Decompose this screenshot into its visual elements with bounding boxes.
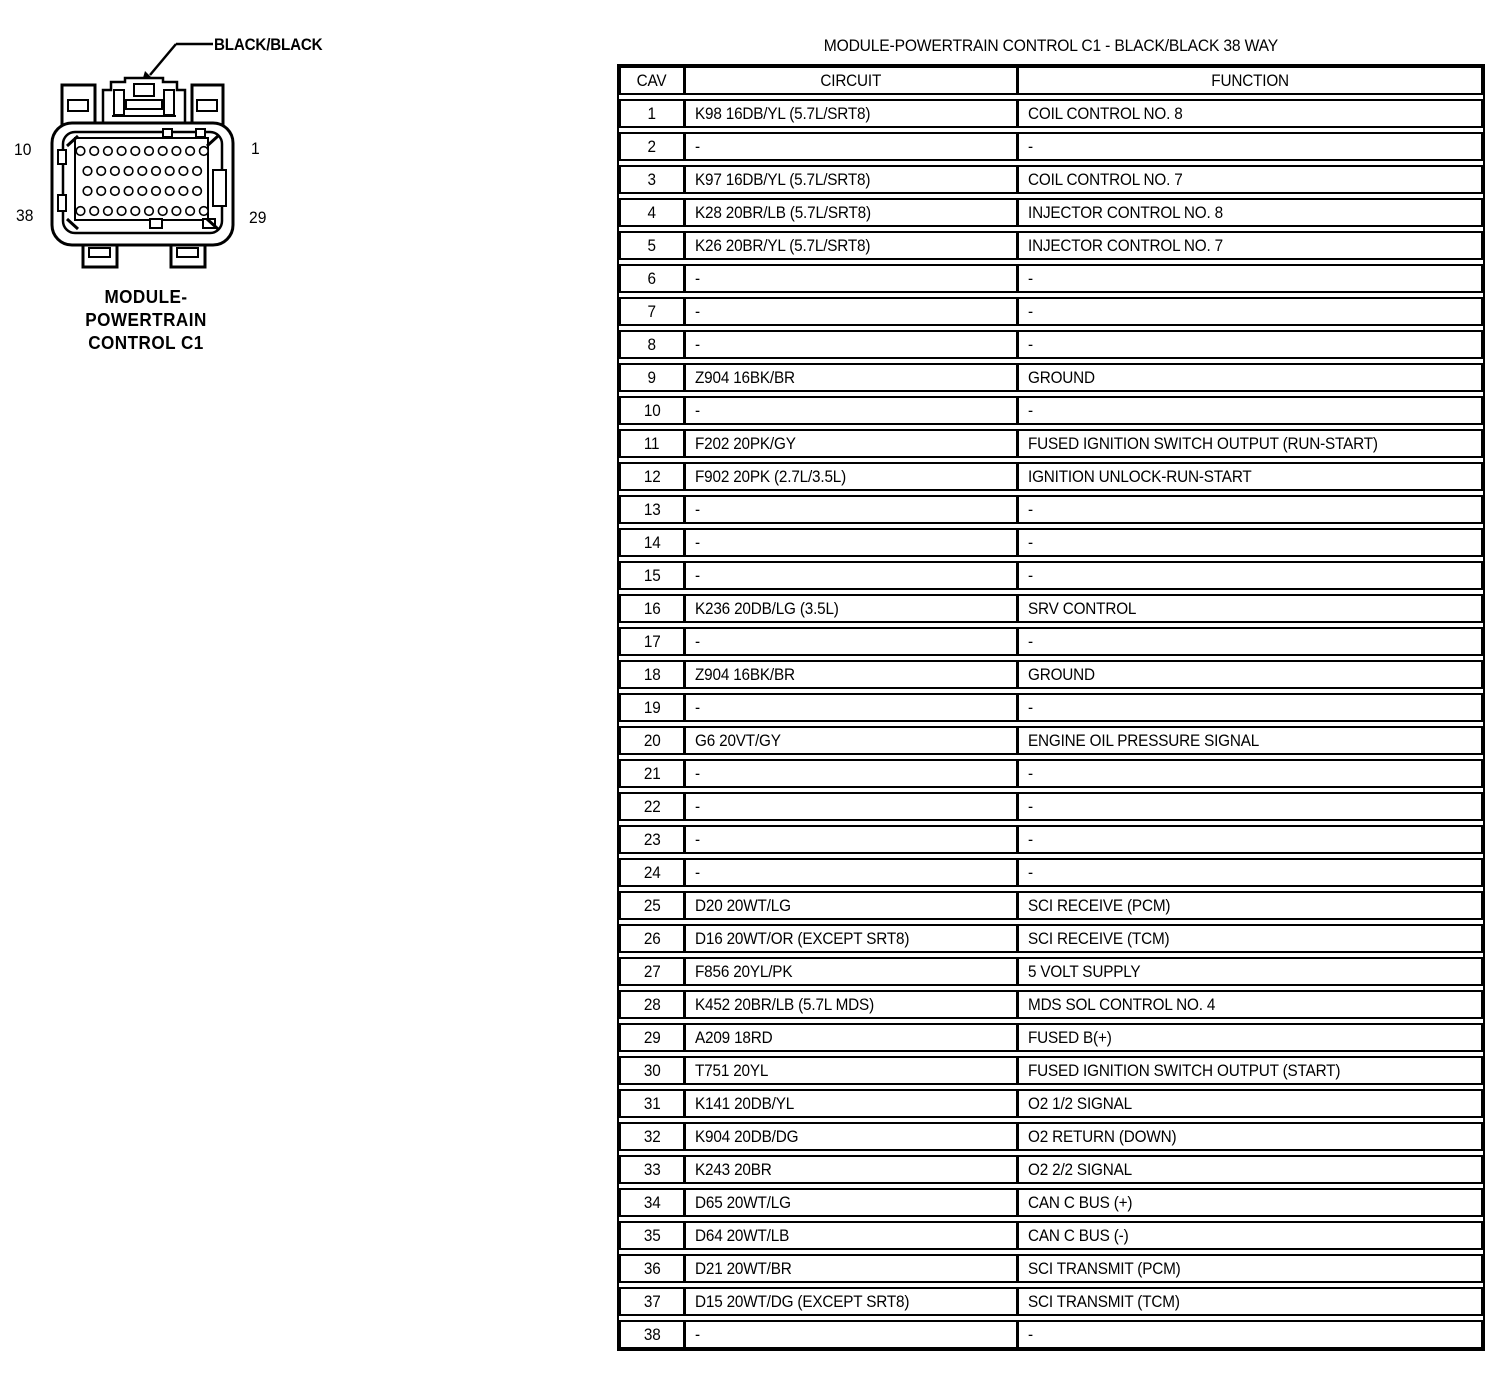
pin-hole (186, 207, 195, 216)
circuit-cell: - (683, 563, 1016, 588)
circuit-cell: K243 20BR (683, 1157, 1016, 1182)
connector-caption (45, 286, 246, 355)
header-circuit: CIRCUIT (683, 68, 1016, 93)
table-title (617, 35, 1485, 56)
pin-hole (76, 147, 85, 156)
circuit-cell: - (683, 629, 1016, 654)
caption-line-3: CONTROL C1 (88, 333, 204, 353)
function-cell: CAN C BUS (+) (1016, 1190, 1481, 1215)
cav-cell: 21 (643, 763, 661, 783)
cav-cell: 17 (643, 631, 661, 651)
table-row (619, 528, 1483, 557)
pin-hole (124, 187, 133, 196)
cav-cell: 33 (643, 1159, 661, 1179)
function-cell: - (1016, 1322, 1481, 1347)
function-cell: SRV CONTROL (1016, 596, 1481, 621)
circuit-cell: K904 20DB/DG (683, 1124, 1016, 1149)
table-row (619, 1254, 1483, 1283)
pin-number-bottom-left: 38 (16, 206, 34, 225)
function-cell: FUSED IGNITION SWITCH OUTPUT (RUN-START) (1016, 431, 1481, 456)
pin-hole (124, 167, 133, 176)
circuit-cell: F856 20YL/PK (683, 959, 1016, 984)
circuit-cell: D64 20WT/LB (683, 1223, 1016, 1248)
function-cell: - (1016, 398, 1481, 423)
cav-cell: 15 (643, 565, 661, 585)
cav-cell: 8 (647, 334, 657, 354)
function-cell: - (1016, 827, 1481, 852)
table-row (619, 660, 1483, 689)
table-row (619, 132, 1483, 161)
circuit-cell: Z904 16BK/BR (683, 365, 1016, 390)
cav-cell: 34 (643, 1192, 661, 1212)
circuit-cell: - (683, 134, 1016, 159)
pin-hole (97, 167, 106, 176)
pin-hole (111, 167, 120, 176)
caption-line-2: POWERTRAIN (85, 310, 207, 330)
pin-hole (131, 147, 140, 156)
cav-cell: 4 (647, 202, 657, 222)
function-cell: COIL CONTROL NO. 8 (1016, 101, 1481, 126)
pin-hole (165, 187, 174, 196)
pin-hole (90, 207, 99, 216)
cav-cell: 14 (643, 532, 661, 552)
function-cell: - (1016, 332, 1481, 357)
table-row (619, 1320, 1483, 1349)
pin-hole (158, 147, 167, 156)
table-row (619, 198, 1483, 227)
cav-cell: 23 (643, 829, 661, 849)
cav-cell: 32 (643, 1126, 661, 1146)
circuit-cell: - (683, 398, 1016, 423)
circuit-cell: Z904 16BK/BR (683, 662, 1016, 687)
circuit-cell: - (683, 761, 1016, 786)
circuit-cell: K26 20BR/YL (5.7L/SRT8) (683, 233, 1016, 258)
cav-cell: 13 (643, 499, 661, 519)
table-row (619, 957, 1483, 986)
pin-hole (76, 207, 85, 216)
function-cell: COIL CONTROL NO. 7 (1016, 167, 1481, 192)
circuit-cell: - (683, 860, 1016, 885)
cav-cell: 6 (647, 268, 657, 288)
circuit-cell: K236 20DB/LG (3.5L) (683, 596, 1016, 621)
pin-hole (179, 187, 188, 196)
function-cell: O2 RETURN (DOWN) (1016, 1124, 1481, 1149)
function-cell: O2 2/2 SIGNAL (1016, 1157, 1481, 1182)
table-row (619, 99, 1483, 128)
pin-hole (152, 187, 161, 196)
circuit-cell: D16 20WT/OR (EXCEPT SRT8) (683, 926, 1016, 951)
cav-cell: 2 (647, 136, 657, 156)
table-row (619, 297, 1483, 326)
cav-cell: 28 (643, 994, 661, 1014)
pin-number-bottom-right: 29 (249, 208, 267, 227)
table-row (619, 792, 1483, 821)
circuit-cell: K97 16DB/YL (5.7L/SRT8) (683, 167, 1016, 192)
cav-cell: 31 (643, 1093, 661, 1113)
pin-hole (117, 207, 126, 216)
cav-cell: 27 (643, 961, 661, 981)
circuit-cell: K141 20DB/YL (683, 1091, 1016, 1116)
cav-cell: 16 (643, 598, 661, 618)
pin-hole (172, 147, 181, 156)
pin-hole (158, 207, 167, 216)
function-cell: MDS SOL CONTROL NO. 4 (1016, 992, 1481, 1017)
circuit-cell: K452 20BR/LB (5.7L MDS) (683, 992, 1016, 1017)
pin-hole (83, 187, 92, 196)
table-row (619, 825, 1483, 854)
function-cell: - (1016, 266, 1481, 291)
circuit-cell: - (683, 497, 1016, 522)
function-cell: IGNITION UNLOCK-RUN-START (1016, 464, 1481, 489)
pin-hole (90, 147, 99, 156)
table-row (619, 561, 1483, 590)
table-row (619, 363, 1483, 392)
table-row (619, 891, 1483, 920)
circuit-cell: - (683, 794, 1016, 819)
pin-hole (179, 167, 188, 176)
table-row (619, 1089, 1483, 1118)
cav-cell: 37 (643, 1291, 661, 1311)
table-row (619, 627, 1483, 656)
pin-hole (193, 167, 202, 176)
function-cell: FUSED B(+) (1016, 1025, 1481, 1050)
function-cell: 5 VOLT SUPPLY (1016, 959, 1481, 984)
function-cell: - (1016, 134, 1481, 159)
cav-cell: 18 (643, 664, 661, 684)
cav-cell: 30 (643, 1060, 661, 1080)
function-cell: INJECTOR CONTROL NO. 7 (1016, 233, 1481, 258)
cav-cell: 36 (643, 1258, 661, 1278)
pin-hole (117, 147, 126, 156)
circuit-cell: - (683, 695, 1016, 720)
table-row (619, 1221, 1483, 1250)
table-row (619, 1287, 1483, 1316)
header-function: FUNCTION (1016, 68, 1481, 93)
cav-cell: 9 (647, 367, 657, 387)
function-cell: - (1016, 530, 1481, 555)
pin-hole (131, 207, 140, 216)
function-cell: INJECTOR CONTROL NO. 8 (1016, 200, 1481, 225)
pin-hole (111, 187, 120, 196)
function-cell: SCI TRANSMIT (TCM) (1016, 1289, 1481, 1314)
table-row (619, 693, 1483, 722)
pin-number-top-right: 1 (251, 139, 260, 158)
circuit-cell: - (683, 827, 1016, 852)
cav-cell: 20 (643, 730, 661, 750)
table-row (619, 264, 1483, 293)
circuit-cell: - (683, 1322, 1016, 1347)
circuit-cell: F902 20PK (2.7L/3.5L) (683, 464, 1016, 489)
function-cell: - (1016, 794, 1481, 819)
cav-cell: 10 (643, 400, 661, 420)
function-cell: - (1016, 497, 1481, 522)
cav-cell: 1 (647, 103, 657, 123)
pin-hole (200, 207, 209, 216)
circuit-cell: D65 20WT/LG (683, 1190, 1016, 1215)
cav-cell: 24 (643, 862, 661, 882)
table-row (619, 495, 1483, 524)
function-cell: O2 1/2 SIGNAL (1016, 1091, 1481, 1116)
caption-line-1: MODULE- (104, 287, 188, 307)
function-cell: SCI RECEIVE (TCM) (1016, 926, 1481, 951)
function-cell: FUSED IGNITION SWITCH OUTPUT (START) (1016, 1058, 1481, 1083)
pin-number-top-left: 10 (14, 140, 32, 159)
function-cell: - (1016, 695, 1481, 720)
pin-hole (186, 147, 195, 156)
pin-hole (83, 167, 92, 176)
circuit-cell: T751 20YL (683, 1058, 1016, 1083)
circuit-cell: G6 20VT/GY (683, 728, 1016, 753)
circuit-cell: D21 20WT/BR (683, 1256, 1016, 1281)
table-row (619, 462, 1483, 491)
function-cell: GROUND (1016, 662, 1481, 687)
circuit-cell: K28 20BR/LB (5.7L/SRT8) (683, 200, 1016, 225)
function-cell: SCI TRANSMIT (PCM) (1016, 1256, 1481, 1281)
cav-cell: 38 (643, 1324, 661, 1344)
cav-cell: 12 (643, 466, 661, 486)
pin-hole (152, 167, 161, 176)
pin-hole (200, 147, 209, 156)
table-row (619, 1188, 1483, 1217)
table-row (619, 165, 1483, 194)
circuit-cell: A209 18RD (683, 1025, 1016, 1050)
table-header-row (619, 66, 1483, 95)
cav-cell: 3 (647, 169, 657, 189)
cav-cell: 11 (644, 433, 660, 453)
pin-hole (138, 167, 147, 176)
pin-hole (145, 207, 154, 216)
function-cell: - (1016, 629, 1481, 654)
circuit-cell: - (683, 299, 1016, 324)
cav-cell: 29 (643, 1027, 661, 1047)
function-cell: SCI RECEIVE (PCM) (1016, 893, 1481, 918)
circuit-cell: - (683, 266, 1016, 291)
connector-diagram-icon (30, 30, 250, 280)
pin-hole (145, 147, 154, 156)
function-cell: CAN C BUS (-) (1016, 1223, 1481, 1248)
circuit-cell: K98 16DB/YL (5.7L/SRT8) (683, 101, 1016, 126)
function-cell: ENGINE OIL PRESSURE SIGNAL (1016, 728, 1481, 753)
circuit-cell: D20 20WT/LG (683, 893, 1016, 918)
cav-cell: 26 (643, 928, 661, 948)
connector-color-label: BLACK/BLACK (214, 36, 323, 54)
circuit-cell: - (683, 332, 1016, 357)
circuit-cell: - (683, 530, 1016, 555)
function-cell: - (1016, 761, 1481, 786)
pin-hole (104, 207, 113, 216)
pin-hole (104, 147, 113, 156)
table-row (619, 1122, 1483, 1151)
pin-hole (97, 187, 106, 196)
connector-figure (0, 0, 360, 380)
header-cav: CAV (637, 70, 667, 90)
table-row (619, 396, 1483, 425)
pin-hole (193, 187, 202, 196)
circuit-cell: F202 20PK/GY (683, 431, 1016, 456)
table-row (619, 1155, 1483, 1184)
cav-cell: 22 (643, 796, 661, 816)
cav-cell: 25 (643, 895, 661, 915)
pin-hole (138, 187, 147, 196)
table-title-text: MODULE-POWERTRAIN CONTROL C1 - BLACK/BLACK 38 WAY (823, 36, 1279, 55)
table-row (619, 990, 1483, 1019)
circuit-cell: D15 20WT/DG (EXCEPT SRT8) (683, 1289, 1016, 1314)
pinout-table (617, 64, 1485, 1351)
table-row (619, 858, 1483, 887)
table-row (619, 429, 1483, 458)
cav-cell: 19 (643, 697, 661, 717)
function-cell: - (1016, 860, 1481, 885)
function-cell: - (1016, 563, 1481, 588)
pin-hole (172, 207, 181, 216)
table-row (619, 759, 1483, 788)
function-cell: GROUND (1016, 365, 1481, 390)
pin-hole (165, 167, 174, 176)
table-row (619, 726, 1483, 755)
cav-cell: 5 (647, 235, 657, 255)
table-row (619, 330, 1483, 359)
table-row (619, 594, 1483, 623)
table-row (619, 1056, 1483, 1085)
table-row (619, 1023, 1483, 1052)
function-cell: - (1016, 299, 1481, 324)
cav-cell: 7 (647, 301, 657, 321)
cav-cell: 35 (643, 1225, 661, 1245)
table-row (619, 924, 1483, 953)
table-row (619, 231, 1483, 260)
